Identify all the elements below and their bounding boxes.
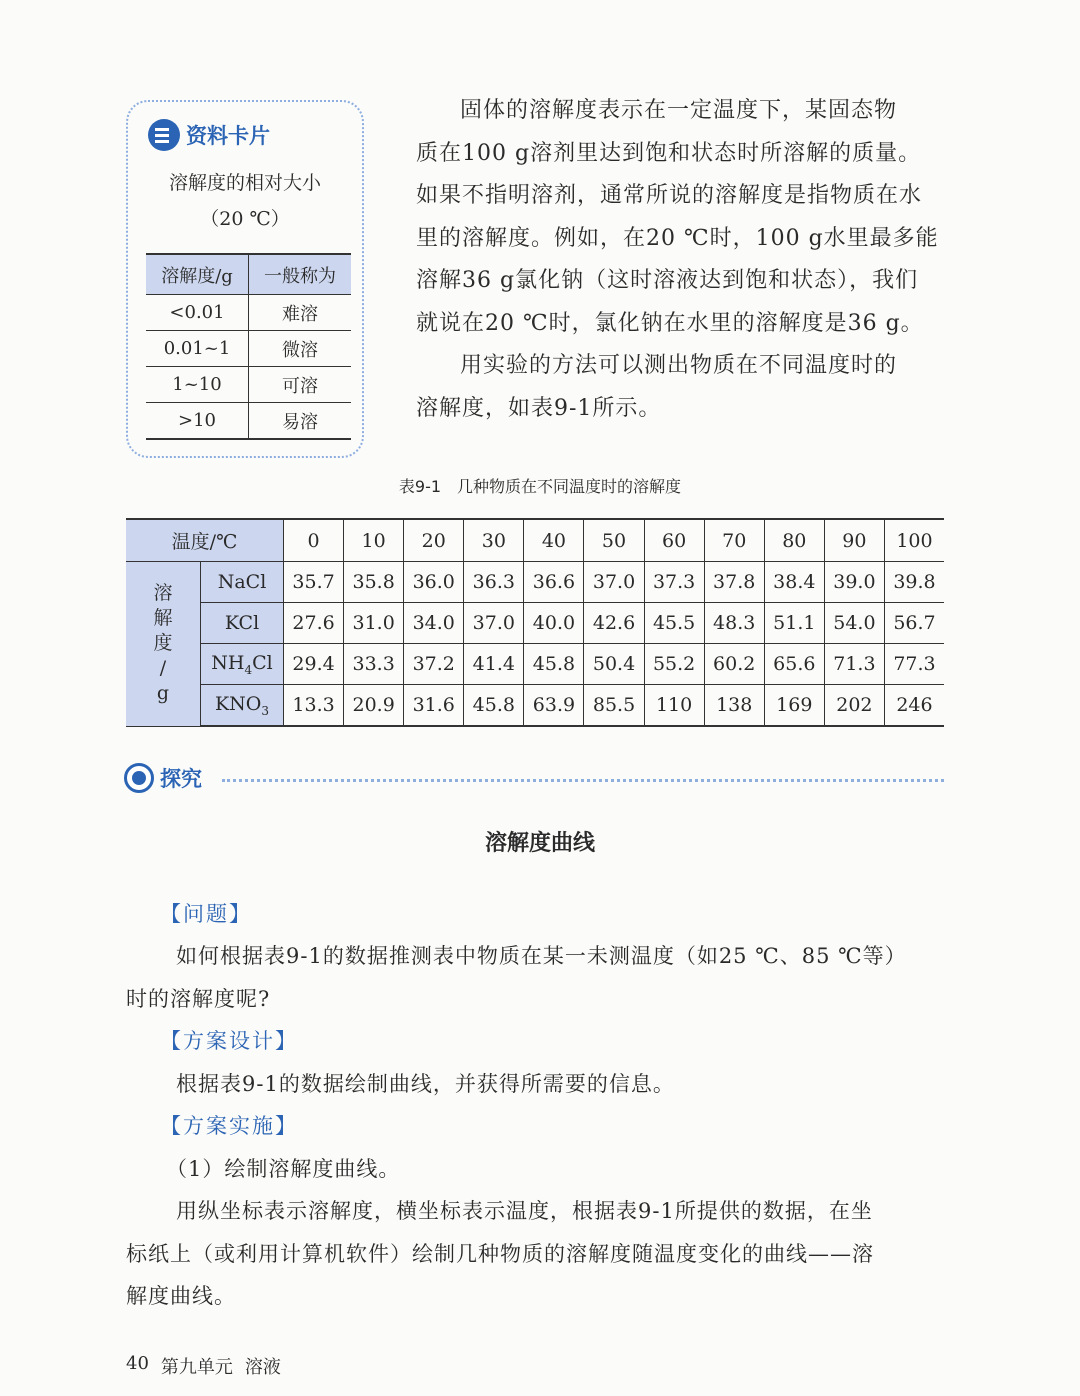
table-cell: 169	[764, 685, 824, 727]
table-cell: 51.1	[764, 603, 824, 644]
relative-solubility-table	[146, 253, 351, 440]
temp-cell: 90	[824, 519, 884, 562]
intro-paragraph	[416, 90, 956, 430]
data-card-heading: 溶解度的相对大小	[168, 172, 321, 194]
table-cell: 77.3	[884, 644, 944, 685]
table-caption: 表9-1 几种物质在不同温度时的溶解度	[398, 477, 682, 496]
label-char: /	[159, 657, 167, 680]
table-cell: 可溶	[282, 375, 318, 397]
table-cell: 37.0	[584, 562, 644, 603]
table-cell: 60.2	[704, 644, 764, 685]
temp-cell: 30	[464, 519, 524, 562]
table-cell: 36.3	[464, 562, 524, 603]
question-header: 【问题】	[160, 902, 252, 926]
table-cell: 31.0	[344, 603, 404, 644]
text-line: 固体的溶解度表示在一定温度下，某固态物	[460, 98, 898, 123]
design-line: 根据表9-1的数据绘制曲线，并获得所需要的信息。	[176, 1072, 675, 1096]
table-header-row	[146, 254, 351, 295]
table-cell: 29.4	[284, 644, 344, 685]
label-char: 溶	[153, 582, 173, 605]
table-cell: 36.0	[404, 562, 464, 603]
table-cell: 难溶	[282, 303, 318, 325]
document-icon	[148, 119, 180, 151]
design-header: 【方案设计】	[160, 1029, 298, 1053]
temp-cell: 40	[524, 519, 584, 562]
table-cell: 13.3	[284, 685, 344, 727]
table-row	[146, 403, 351, 440]
table-cell: 246	[884, 685, 944, 727]
label-char: 度	[153, 632, 173, 655]
table-cell: 55.2	[644, 644, 704, 685]
substance-name	[201, 685, 284, 727]
table-cell: 37.2	[404, 644, 464, 685]
substance-name: KCl	[201, 603, 284, 644]
text-line: 质在100 g溶剂里达到饱和状态时所溶解的质量。	[416, 140, 922, 166]
label-char: g	[156, 682, 170, 705]
table-cell: 48.3	[704, 603, 764, 644]
temp-cell: 60	[644, 519, 704, 562]
page-number: 40	[126, 1353, 149, 1374]
implementation-line: 解度曲线。	[126, 1284, 236, 1308]
substance-name	[201, 644, 284, 685]
explore-label: 探究	[160, 767, 202, 791]
table-row	[146, 331, 351, 367]
unit-name: 第九单元	[160, 1357, 233, 1378]
table-cell: >10	[146, 403, 249, 440]
table-cell: 37.8	[704, 562, 764, 603]
table-cell: 42.6	[584, 603, 644, 644]
section-title: 溶解度曲线	[484, 831, 595, 856]
solubility-table	[126, 518, 944, 727]
implementation-line: 用纵坐标表示溶解度，横坐标表示温度，根据表9-1所提供的数据，在坐	[176, 1199, 873, 1223]
table-cell: 63.9	[524, 685, 584, 727]
data-card-header	[148, 117, 270, 153]
table-cell: 202	[824, 685, 884, 727]
formula-main: NH	[211, 651, 245, 674]
table-cell: 35.8	[344, 562, 404, 603]
substance-name: NaCl	[201, 562, 284, 603]
table-cell: 54.0	[824, 603, 884, 644]
table-cell: 33.3	[344, 644, 404, 685]
text-line: 溶解36 g氯化钠（这时溶液达到饱和状态），我们	[416, 268, 919, 293]
page-footer	[126, 1353, 281, 1379]
table-row	[126, 562, 944, 603]
text-line: 里的溶解度。例如，在20 ℃时，100 g水里最多能	[416, 225, 939, 251]
table-cell: 39.8	[884, 562, 944, 603]
table-cell: 71.3	[824, 644, 884, 685]
table-cell: 38.4	[764, 562, 824, 603]
formula-main: KNO	[214, 692, 262, 715]
dotted-divider	[222, 779, 944, 782]
implementation-line: 标纸上（或利用计算机软件）绘制几种物质的溶解度随温度变化的曲线——溶	[126, 1242, 874, 1266]
text-line: 就说在20 ℃时，氯化钠在水里的溶解度是36 g。	[416, 310, 924, 336]
table-cell: 41.4	[464, 644, 524, 685]
text-line: 溶解度，如表9-1所示。	[416, 395, 662, 421]
table-cell: 37.3	[644, 562, 704, 603]
formula-subscript: 4	[244, 662, 253, 677]
data-card-condition: （20 ℃）	[200, 208, 290, 230]
implementation-step: （1）绘制溶解度曲线。	[166, 1157, 401, 1181]
table-cell: 39.0	[824, 562, 884, 603]
table-cell: 27.6	[284, 603, 344, 644]
table-cell: 31.6	[404, 685, 464, 727]
temp-cell: 100	[884, 519, 944, 562]
table-cell: 50.4	[584, 644, 644, 685]
temp-cell: 0	[284, 519, 344, 562]
table-cell: 45.8	[464, 685, 524, 727]
table-cell: 0.01~1	[146, 331, 249, 367]
table-row	[146, 295, 351, 331]
table-cell: 37.0	[464, 603, 524, 644]
column-header: 一般称为	[264, 265, 336, 287]
table-cell: 56.7	[884, 603, 944, 644]
table-cell: 36.6	[524, 562, 584, 603]
table-cell: 45.5	[644, 603, 704, 644]
table-cell: 45.8	[524, 644, 584, 685]
data-card-title: 资料卡片	[186, 124, 270, 148]
text-line: 用实验的方法可以测出物质在不同温度时的	[460, 353, 898, 378]
table-row	[126, 685, 944, 727]
table-cell: 34.0	[404, 603, 464, 644]
question-line: 时的溶解度呢?	[126, 987, 271, 1011]
table-cell: 138	[704, 685, 764, 727]
target-icon	[124, 763, 154, 793]
label-char: 解	[153, 607, 173, 630]
table-cell: 易溶	[282, 411, 318, 433]
table-row	[126, 603, 944, 644]
table-cell: 85.5	[584, 685, 644, 727]
temp-cell: 10	[344, 519, 404, 562]
temp-cell: 50	[584, 519, 644, 562]
temp-cell: 80	[764, 519, 824, 562]
temperature-header: 温度/℃	[126, 519, 284, 562]
table-cell: 40.0	[524, 603, 584, 644]
temp-cell: 20	[404, 519, 464, 562]
table-header-row	[126, 519, 944, 562]
column-header: 溶解度/g	[146, 254, 249, 295]
topic-name: 溶液	[244, 1357, 281, 1378]
table-cell: 20.9	[344, 685, 404, 727]
table-cell: 110	[644, 685, 704, 727]
table-cell: 35.7	[284, 562, 344, 603]
formula-subscript: 3	[261, 703, 270, 718]
table-row	[126, 644, 944, 685]
formula-tail: Cl	[252, 651, 273, 674]
solubility-axis-label	[126, 562, 201, 727]
temp-cell: 70	[704, 519, 764, 562]
implementation-header: 【方案实施】	[160, 1114, 298, 1138]
table-row	[146, 367, 351, 403]
table-cell: 65.6	[764, 644, 824, 685]
table-cell: 1~10	[146, 367, 249, 403]
text-line: 如果不指明溶剂，通常所说的溶解度是指物质在水	[416, 183, 923, 208]
table-cell: 微溶	[282, 339, 318, 361]
explore-header	[124, 763, 202, 793]
table-cell: <0.01	[146, 295, 249, 331]
question-line: 如何根据表9-1的数据推测表中物质在某一未测温度（如25 ℃、85 ℃等）	[176, 944, 907, 968]
